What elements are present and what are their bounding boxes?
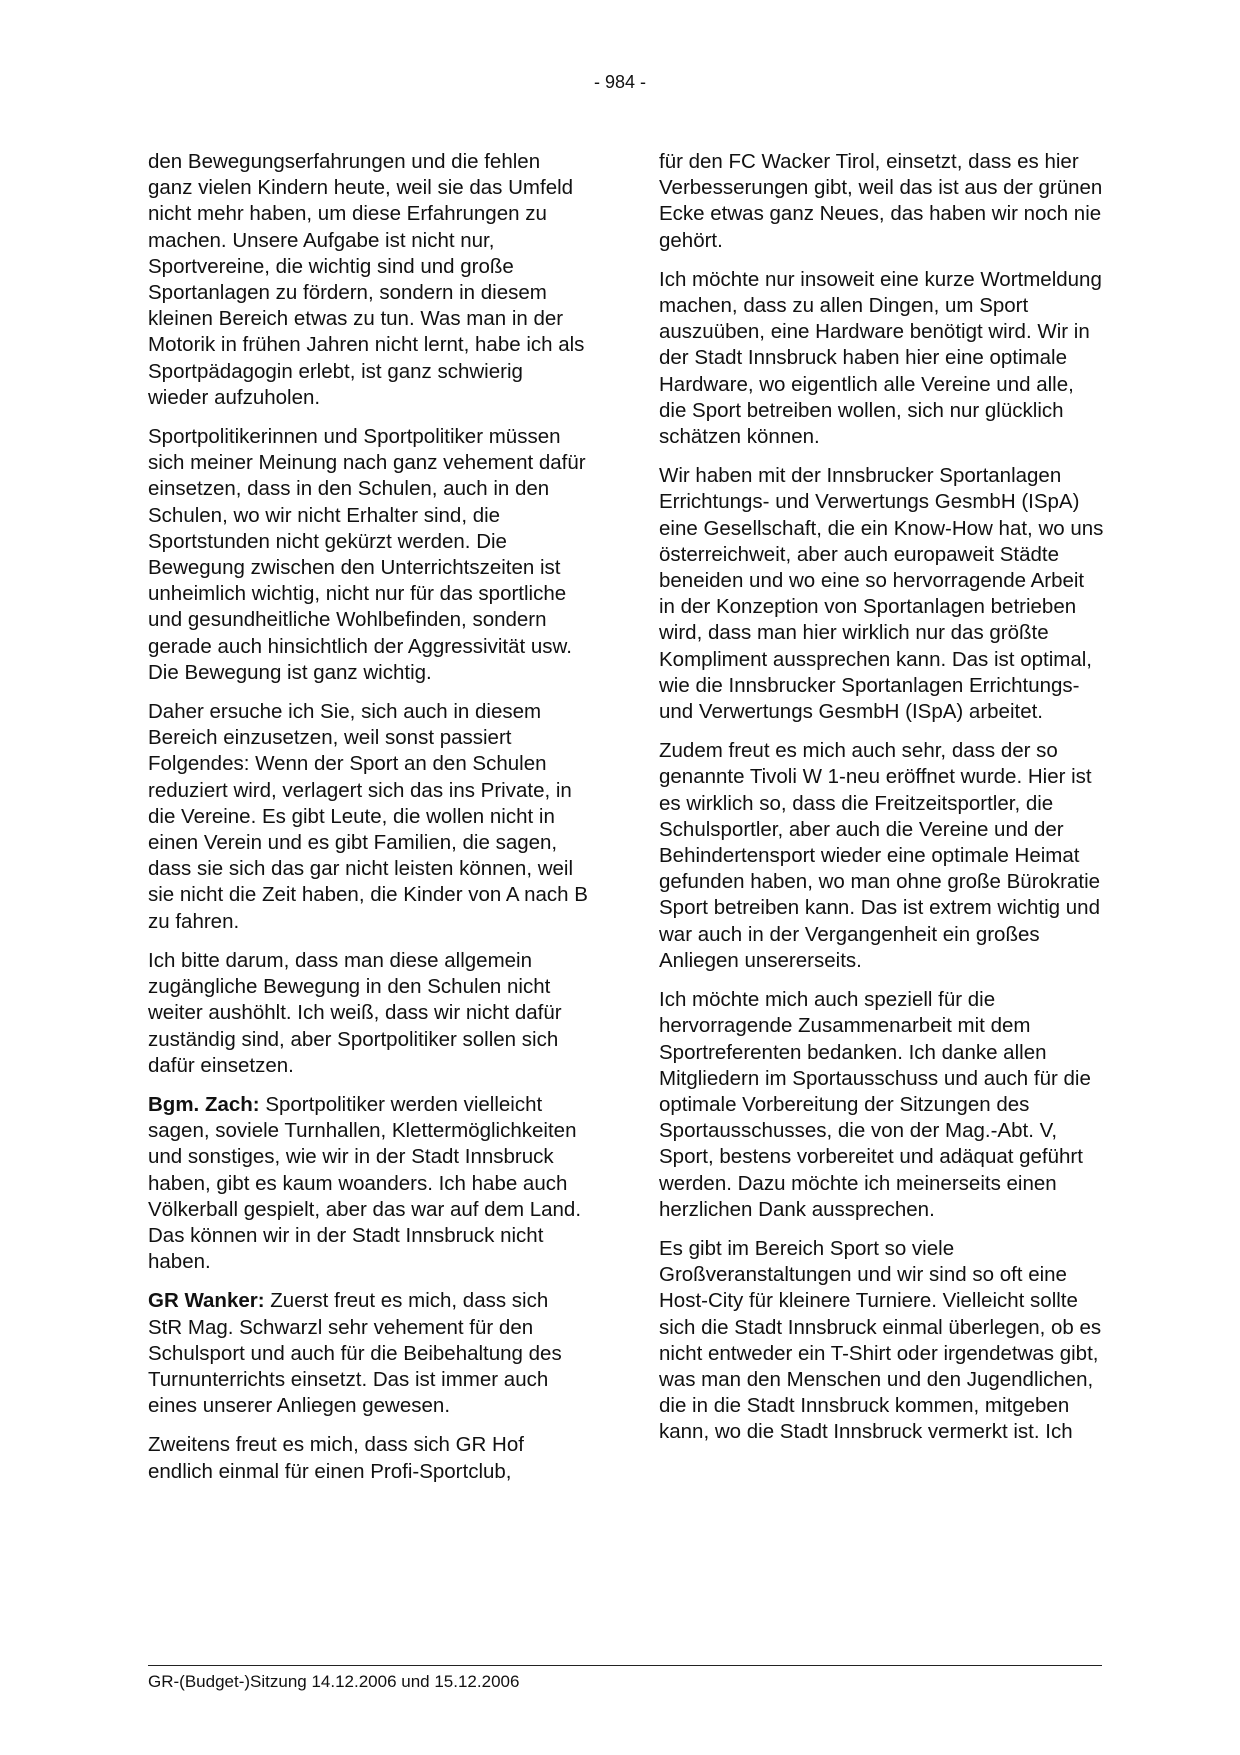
- speaker-name: GR Wanker:: [148, 1289, 265, 1313]
- paragraph: [148, 1092, 588, 1275]
- speaker-name: Bgm. Zach:: [148, 1092, 260, 1116]
- paragraph: Daher ersuche ich Sie, sich auch in diesem Bereich einzusetzen, weil sonst passiert Folgendes: Wenn der Sport an den Schulen reduziert wird, verlagert sich das ins Private, in die Vereine. Es gibt Leute, die wollen nicht in einen Verein und es gibt Familien, die sagen, dass sie sich das gar nicht leisten können, weil sie nicht die Zeit haben, die Kinder von A nach B zu fahren.: [148, 700, 588, 933]
- page-number: - 984 -: [593, 72, 647, 92]
- paragraph: Zweitens freut es mich, dass sich GR Hof endlich einmal für einen Profi-Sportclub,: [148, 1433, 524, 1483]
- paragraph: Ich möchte mich auch speziell für die hervorragende Zusammenarbeit mit dem Sportreferenten bedanken. Ich danke allen Mitgliedern im Sportausschuss und auch für die optimale Vorbereitung der Sitzungen des Sportausschusses, die von der Mag.-Abt. V, Sport, bestens vorbereitet und adäquat geführt werden. Dazu möchte ich meinerseits einen herzlichen Dank aussprechen.: [659, 988, 1091, 1221]
- footer-text: GR-(Budget-)Sitzung 14.12.2006 und 15.12.2006: [148, 1672, 520, 1691]
- paragraph: [148, 1288, 588, 1419]
- paragraph: für den FC Wacker Tirol, einsetzt, dass es hier Verbesserungen gibt, weil das ist aus der grünen Ecke etwas ganz Neues, das haben wir noch nie gehört.: [659, 150, 1103, 252]
- paragraph: Es gibt im Bereich Sport so viele Großveranstaltungen und wir sind so oft eine Host-City für kleinere Turniere. Vielleicht sollte sich die Stadt Innsbruck einmal überlegen, ob es nicht entweder ein T-Shirt oder irgendetwas gibt, was man den Menschen und den Jugendlichen, die in die Stadt Innsbruck kommen, mitgeben kann, wo die Stadt Innsbruck vermerkt ist. Ich: [659, 1236, 1102, 1444]
- footer-divider: [148, 1665, 1102, 1666]
- paragraph: Ich möchte nur insoweit eine kurze Wortmeldung machen, dass zu allen Dingen, um Sport auszuüben, eine Hardware benötigt wird. Wir in der Stadt Innsbruck haben hier eine optimale Hardware, wo eigentlich alle Vereine und alle, die Sport betreiben wollen, sich nur glücklich schätzen können.: [659, 267, 1102, 449]
- paragraph: Sportpolitikerinnen und Sportpolitiker müssen sich meiner Meinung nach ganz vehement dafür einsetzen, dass in den Schulen, auch in den Schulen, wo wir nicht Erhalter sind, die Sportstunden nicht gekürzt werden. Die Bewegung zwischen den Unterrichtszeiten ist unheimlich wichtig, nicht nur für das sportliche und gesundheitliche Wohlbefinden, sondern gerade auch hinsichtlich der Aggressivität usw. Die Bewegung ist ganz wichtig.: [148, 425, 586, 684]
- paragraph: Ich bitte darum, dass man diese allgemein zugängliche Bewegung in den Schulen nicht weiter aushöhlt. Ich weiß, dass wir nicht dafür zuständig sind, aber Sportpolitiker sollen sich dafür einsetzen.: [148, 948, 562, 1077]
- paragraph: Zudem freut es mich auch sehr, dass der so genannte Tivoli W 1-neu eröffnet wurde. Hier ist es wirklich so, dass die Freitzeitsportler, die Schulsportler, aber auch die Vereine und der Behindertensport wieder eine optimale Heimat gefunden haben, wo man ohne große Bürokratie Sport betreiben kann. Das ist extrem wichtig und war auch in der Vergangenheit ein großes Anliegen unsererseits.: [659, 739, 1101, 972]
- paragraph: den Bewegungserfahrungen und die fehlen ganz vielen Kindern heute, weil sie das Umfeld nicht mehr haben, um diese Erfahrungen zu machen. Unsere Aufgabe ist nicht nur, Sportvereine, die wichtig sind und große Sportanlagen zu fördern, sondern in diesem kleinen Bereich etwas zu tun. Was man in der Motorik in frühen Jahren nicht lernt, habe ich als Sportpädagogin erlebt, ist ganz schwierig wieder aufzuholen.: [148, 150, 585, 409]
- right-column: [659, 149, 1104, 1459]
- paragraph: Wir haben mit der Innsbrucker Sportanlagen Errichtungs- und Verwertungs GesmbH (ISpA) eine Gesellschaft, die ein Know-How hat, wo uns österreichweit, aber auch europaweit Städte beneiden und wo eine so hervorragende Arbeit in der Konzeption von Sportanlagen betrieben wird, dass man hier wirklich nur das größte Kompliment aussprechen kann. Das ist optimal, wie die Innsbrucker Sportanlagen Errichtungs- und Verwertungs GesmbH (ISpA) arbeitet.: [659, 464, 1104, 724]
- speech-text: Sportpolitiker werden vielleicht sagen, soviele Turnhallen, Klettermöglichkeiten und sonstiges, wie wir in der Stadt Innsbruck haben, gibt es kaum woanders. Ich habe auch Völkerball gespielt, aber das war auf dem Land. Das können wir in der Stadt Innsbruck nicht haben.: [148, 1092, 582, 1274]
- speech-text: Zuerst freut es mich, dass sich StR Mag. Schwarzl sehr vehement für den Schulsport und auch für die Beibehaltung des Turnunterrichts einsetzt. Das ist immer auch eines unserer Anliegen gewesen.: [148, 1289, 562, 1418]
- left-column: [148, 149, 588, 1498]
